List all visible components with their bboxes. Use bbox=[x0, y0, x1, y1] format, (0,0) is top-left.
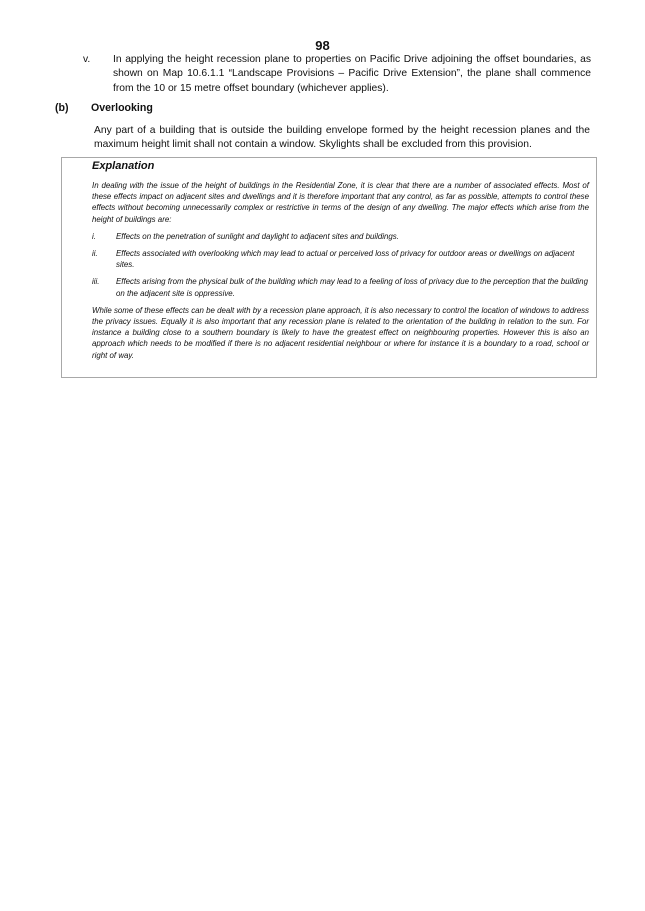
section-label: (b) bbox=[55, 102, 69, 114]
section-title: Overlooking bbox=[91, 102, 153, 114]
list-item bbox=[92, 248, 589, 270]
list-marker: i. bbox=[92, 231, 96, 241]
explanation-intro: In dealing with the issue of the height of buildings in the Residential Zone, it is clear that there are a number of associated effects. Most of these effects impact on adjacent sites and dwellings and it is therefore important that any control, as far as possible, attempts to control these effects without becoming unnecessarily complex or restrictive in terms of the design of any dwelling. The major effects which arise from the height of buildings are: bbox=[92, 181, 589, 224]
explanation-box bbox=[61, 157, 597, 378]
list-item-v bbox=[83, 53, 591, 96]
list-item-text: Effects on the penetration of sunlight and daylight to adjacent sites and buildings. bbox=[116, 231, 399, 241]
explanation-body bbox=[92, 180, 589, 367]
list-marker: iii. bbox=[92, 277, 100, 287]
list-item-text: Effects arising from the physical bulk of the building which may lead to a feeling of loss of privacy due to the perception that the building on the adjacent site is oppressive. bbox=[116, 277, 588, 298]
list-item bbox=[92, 276, 589, 298]
list-marker: v. bbox=[83, 54, 91, 65]
section-paragraph: Any part of a building that is outside the building envelope formed by the height recession planes and the maximum height limit shall not contain a window. Skylights shall be excluded from this provision. bbox=[94, 125, 590, 151]
list-item-text: In applying the height recession plane to properties on Pacific Drive adjoining the offset boundaries, as shown on Map 10.6.1.1 “Landscape Provisions – Pacific Drive Extension”, the plane shall commence from the 10 or 15 metre offset boundary (whichever applies). bbox=[113, 54, 591, 94]
list-marker: ii. bbox=[92, 249, 98, 259]
explanation-closing: While some of these effects can be dealt with by a recession plane approach, it is also necessary to control the location of windows to address the privacy issues. Equally it is also important that any recession plane is related to the orientation of the building in relation to the sun. For instance a building close to a southern boundary is likely to have the greatest effect on neighbouring properties. However this is also an approach which needs to be modified if there is no adjacent residential neighbour or where for instance it is a boundary to a road, school or right of way. bbox=[92, 305, 589, 360]
page-number: 98 bbox=[315, 38, 330, 53]
list-item bbox=[92, 231, 589, 242]
explanation-title: Explanation bbox=[92, 160, 155, 172]
section-heading bbox=[55, 102, 153, 114]
explanation-list bbox=[92, 231, 589, 299]
list-item-text: Effects associated with overlooking which may lead to actual or perceived loss of privacy for outdoor areas or dwellings on adjacent sites. bbox=[116, 249, 575, 270]
